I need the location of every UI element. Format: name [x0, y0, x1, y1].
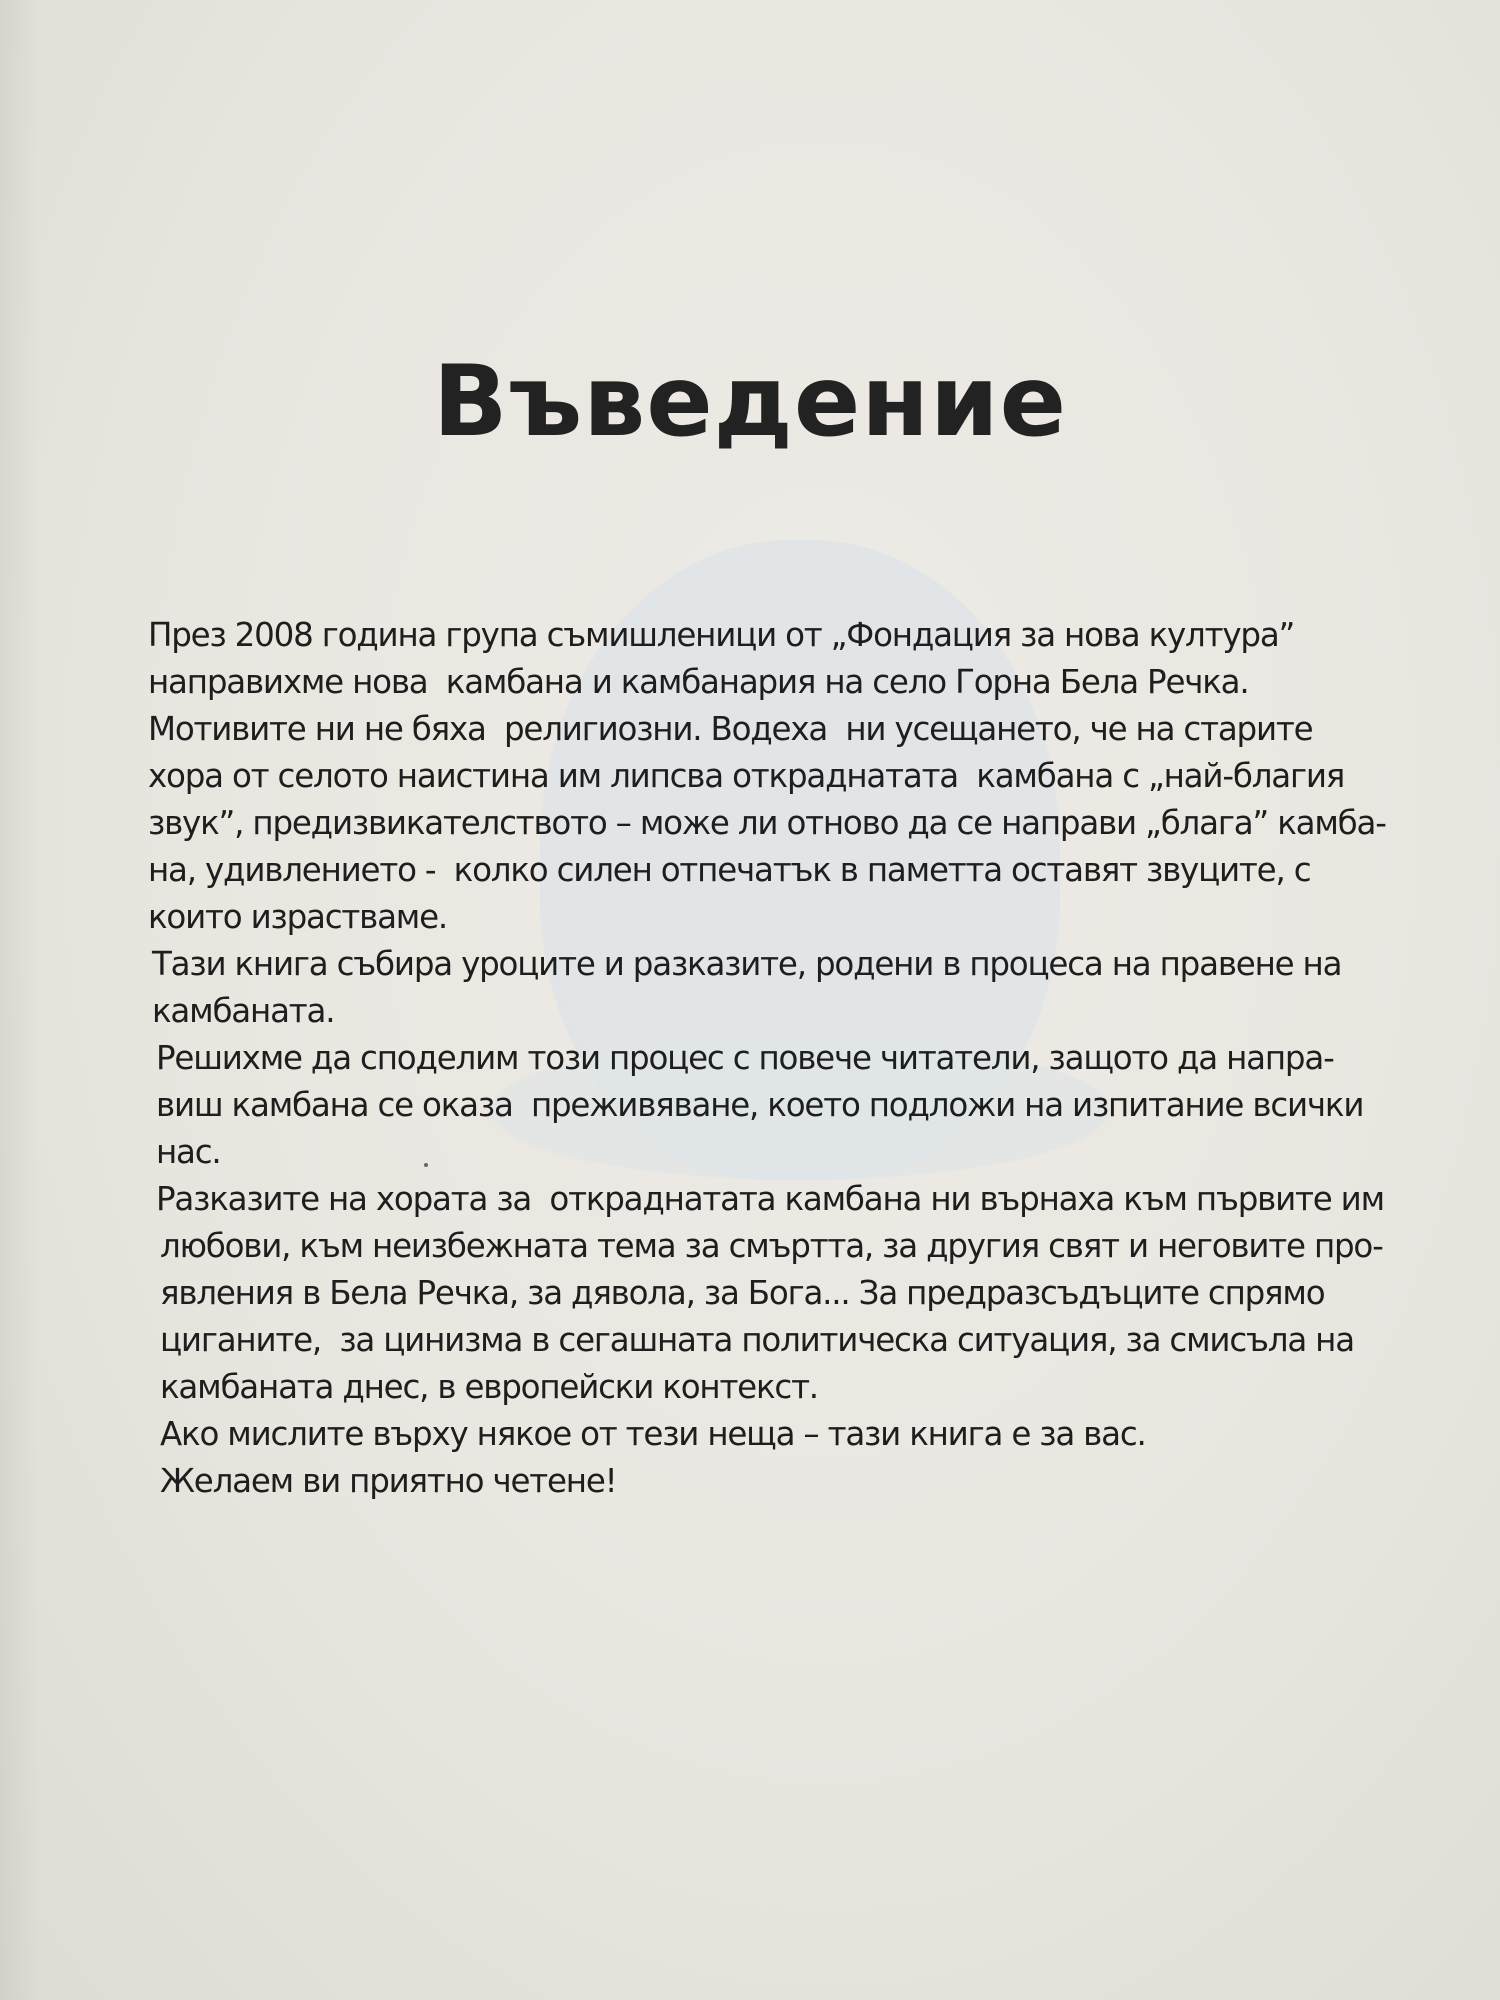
text-line: Ако мислите върху някое от тези неща – тази книга е за вас. — [160, 1415, 1146, 1453]
page-title: Въведение — [432, 345, 1068, 459]
text-line: виш камбана се оказа преживяване, което подложи на изпитание всички — [156, 1086, 1364, 1124]
text-line: Желаем ви приятно четене! — [160, 1462, 617, 1500]
page-gutter-shadow — [0, 0, 40, 2000]
introduction-text — [148, 612, 1438, 1505]
paper-speck — [424, 1163, 428, 1167]
text-line: Разказите на хората за откраднатата камбана ни върнаха към първите им — [156, 1180, 1384, 1218]
text-line: които израстваме. — [148, 898, 448, 936]
text-line: Тази книга събира уроците и разказите, родени в процеса на правене на — [152, 945, 1342, 983]
text-line: циганите, за цинизма в сегашната политическа ситуация, за смисъла на — [160, 1321, 1354, 1359]
text-line: хора от селото наистина им липсва откраднатата камбана с „най-благия — [148, 757, 1345, 795]
text-line: През 2008 година група съмишленици от „Фондация за нова култура” — [148, 616, 1295, 654]
text-line: на, удивлението - колко силен отпечатък в паметта оставят звуците, с — [148, 851, 1311, 889]
text-line: любови, към неизбежната тема за смъртта, за другия свят и неговите про- — [160, 1227, 1383, 1265]
text-line: направихме нова камбана и камбанария на село Горна Бела Речка. — [148, 663, 1249, 701]
text-line: камбаната. — [152, 992, 335, 1030]
text-line: звук”, предизвикателството – може ли отново да се направи „блага” камба- — [148, 804, 1386, 842]
text-line: Мотивите ни не бяха религиозни. Водеха ни усещането, че на старите — [148, 710, 1313, 748]
text-line: Решихме да споделим този процес с повече читатели, защото да напра- — [156, 1039, 1334, 1077]
text-line: нас. — [156, 1133, 221, 1171]
text-line: явления в Бела Речка, за дявола, за Бога... За предразсъдъците спрямо — [160, 1274, 1325, 1312]
text-line: камбаната днес, в европейски контекст. — [160, 1368, 818, 1406]
